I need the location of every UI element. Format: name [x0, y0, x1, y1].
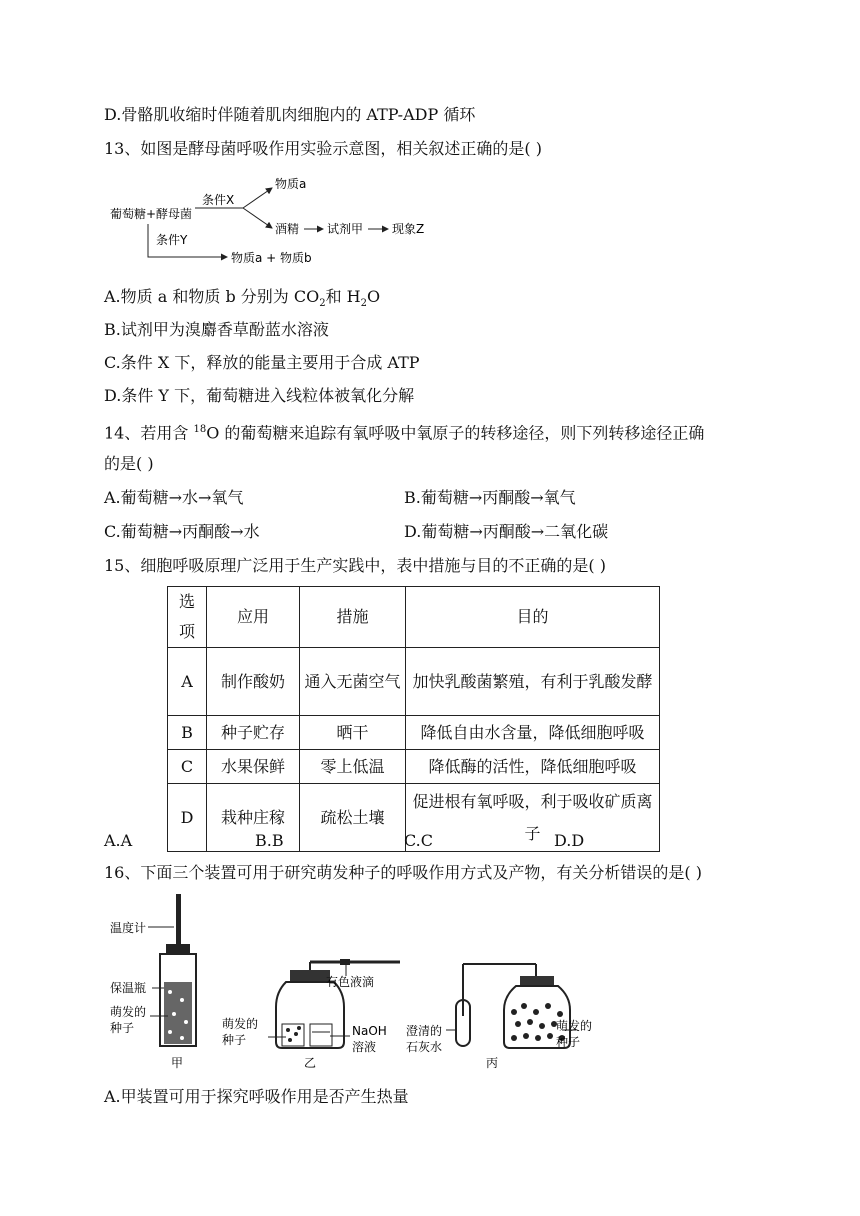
diagram-cond-x: 条件X	[202, 193, 235, 207]
diagram-materials-ab: 物质a + 物质b	[231, 251, 312, 265]
table-cell: 促进根有氧呼吸，利于吸收矿质离子	[406, 784, 660, 852]
q14-stem-cont: 的是( )	[104, 454, 154, 473]
table-cell: 水果保鲜	[207, 750, 300, 784]
label-limewater-a: 澄清的	[406, 1024, 443, 1038]
table-cell: 降低自由水含量，降低细胞呼吸	[406, 716, 660, 750]
diagram-reagent: 试剂甲	[327, 222, 364, 236]
q15-choice-a: A.A	[104, 831, 133, 850]
q13-option-b: B.试剂甲为溴麝香草酚蓝水溶液	[104, 320, 329, 339]
q14-option-c: C.葡萄糖→丙酮酸→水	[104, 522, 260, 541]
table-cell: 通入无菌空气	[300, 648, 406, 716]
label-naoh: NaOH	[352, 1024, 387, 1038]
diagram-phenomenon: 现象Z	[392, 222, 425, 236]
label-thermos-flask: 保温瓶	[110, 981, 147, 995]
table-cell: B	[168, 716, 207, 750]
table-cell: A	[168, 648, 207, 716]
diagram-start: 葡萄糖+酵母菌	[110, 207, 193, 221]
table-row	[168, 648, 660, 716]
table-header: 应用	[207, 587, 300, 648]
q12-option-d: D.骨骼肌收缩时伴随着肌肉细胞内的 ATP-ADP 循环	[104, 105, 476, 124]
table-header: 选项	[168, 587, 207, 648]
q13-option-a: A.物质 a 和物质 b 分别为 $CO_2$和 $H_2O$	[104, 287, 381, 310]
diagram-material-a: 物质a	[275, 177, 307, 191]
label-limewater-b: 石灰水	[406, 1040, 443, 1054]
table-cell: 种子贮存	[207, 716, 300, 750]
label-naoh-solution: 溶液	[352, 1040, 377, 1054]
q13-option-c: C.条件 X 下，释放的能量主要用于合成 ATP	[104, 353, 420, 372]
table-header: 目的	[406, 587, 660, 648]
q15-stem: 15、细胞呼吸原理广泛用于生产实践中，表中措施与目的不正确的是( )	[104, 556, 606, 575]
label-bing: 丙	[486, 1056, 499, 1070]
table-cell: 栽种庄稼	[207, 784, 300, 852]
table-cell: 疏松土壤	[300, 784, 406, 852]
q16-option-a: A.甲装置可用于探究呼吸作用是否产生热量	[104, 1087, 409, 1106]
label-yi: 乙	[304, 1056, 317, 1070]
table-cell: C	[168, 750, 207, 784]
table-row	[168, 750, 660, 784]
thermos-apparatus	[148, 894, 196, 1046]
q14-option-b: B.葡萄糖→丙酮酸→氧气	[404, 488, 576, 507]
q15-choice-d: D.D	[554, 831, 585, 850]
label-colored-droplet: 有色液滴	[326, 975, 375, 989]
q14-option-a: A.葡萄糖→水→氧气	[104, 488, 244, 507]
label-seeds-2a: 萌发的	[222, 1017, 259, 1031]
diagram-alcohol: 酒精	[275, 222, 300, 236]
q15-choice-c: C.C	[404, 831, 433, 850]
label-seeds-3b: 种子	[556, 1035, 581, 1049]
q14-stem: 14、若用含 $^{18}$O 的葡萄糖来追踪有氧呼吸中氧原子的转移途径，则下列转移途径正确	[104, 423, 705, 443]
label-seeds-1a: 萌发的	[110, 1005, 147, 1019]
label-jia: 甲	[171, 1056, 184, 1070]
label-seeds-3a: 萌发的	[556, 1019, 593, 1033]
table-header: 措施	[300, 587, 406, 648]
q15-table	[167, 586, 660, 852]
table-header-row	[168, 587, 660, 648]
table-row	[168, 716, 660, 750]
diagram-cond-y: 条件Y	[156, 233, 188, 247]
label-seeds-1b: 种子	[110, 1021, 135, 1035]
q13-option-d: D.条件 Y 下，葡萄糖进入线粒体被氧化分解	[104, 386, 415, 405]
q13-stem: 13、如图是酵母菌呼吸作用实验示意图，相关叙述正确的是( )	[104, 139, 542, 158]
table-cell: 零上低温	[300, 750, 406, 784]
label-seeds-2b: 种子	[222, 1033, 247, 1047]
q16-stem: 16、下面三个装置可用于研究萌发种子的呼吸作用方式及产物，有关分析错误的是( )	[104, 863, 702, 882]
q14-option-d: D.葡萄糖→丙酮酸→二氧化碳	[404, 522, 609, 541]
table-cell: 降低酶的活性，降低细胞呼吸	[406, 750, 660, 784]
table-cell: 制作酸奶	[207, 648, 300, 716]
respiration-apparatus-figure	[110, 892, 600, 1077]
q15-choice-b: B.B	[255, 831, 284, 850]
table-cell: 晒干	[300, 716, 406, 750]
table-cell: 加快乳酸菌繁殖，有利于乳酸发酵	[406, 648, 660, 716]
yeast-respiration-diagram	[110, 170, 450, 270]
table-cell: D	[168, 784, 207, 852]
label-thermometer: 温度计	[110, 921, 147, 935]
